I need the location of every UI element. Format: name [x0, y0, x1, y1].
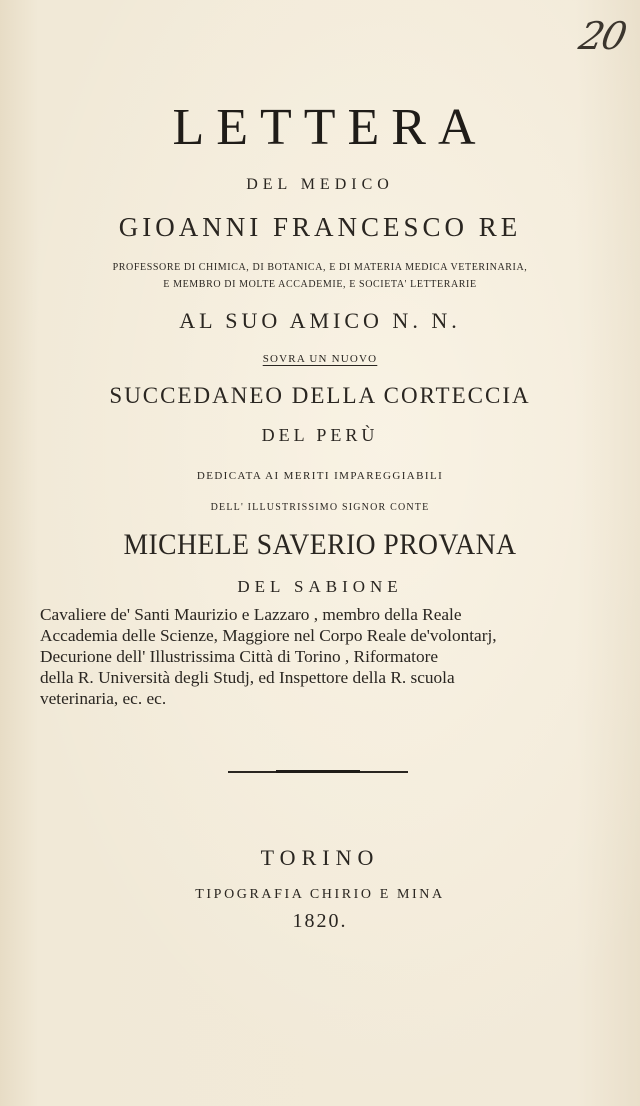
dedicatee-title: DEL SABIONE [237, 577, 403, 596]
handwritten-number: 20 [574, 14, 629, 58]
author-name: GIOANNI FRANCESCO RE [118, 212, 522, 242]
dedicatee-description [40, 604, 600, 709]
description-line: Accademia delle Scienze, Maggiore nel Corpo Reale de'volontarj, [40, 626, 497, 645]
subject-origin: DEL PERÙ [261, 425, 379, 445]
imprint-year: 1820. [292, 910, 348, 932]
imprint-printer: TIPOGRAFIA CHIRIO E MINA [195, 887, 445, 902]
description-line: Cavaliere de' Santi Maurizio e Lazzaro , membro della Reale [40, 605, 462, 624]
description-line: veterinaria, ec. ec. [40, 689, 167, 708]
divider-rule-bold [276, 770, 360, 773]
imprint-city: TORINO [260, 845, 380, 870]
subtitle: DEL MEDICO [246, 176, 394, 193]
dedicatee-name: MICHELE SAVERIO PROVANA [123, 528, 517, 561]
description-line: della R. Università degli Studj, ed Inspettore della R. scuola [40, 668, 455, 687]
subject-intro: SOVRA UN NUOVO [262, 353, 378, 365]
description-line: Decurione dell' Illustrissima Città di Torino , Riformatore [40, 647, 439, 666]
author-role-line1: PROFESSORE DI CHIMICA, DI BOTANICA, E DI MATERIA MEDICA VETERINARIA, [112, 262, 528, 273]
addressee: AL SUO AMICO N. N. [179, 308, 461, 333]
dedication-line2: DELL' ILLUSTRISSIMO SIGNOR CONTE [210, 502, 430, 513]
subject-main: SUCCEDANEO DELLA CORTECCIA [109, 383, 531, 408]
dedication-line1: DEDICATA AI MERITI IMPAREGGIABILI [196, 470, 444, 482]
document-title: LETTERA [172, 99, 488, 156]
author-role-line2: E MEMBRO DI MOLTE ACCADEMIE, E SOCIETA' LETTERARIE [163, 279, 477, 290]
